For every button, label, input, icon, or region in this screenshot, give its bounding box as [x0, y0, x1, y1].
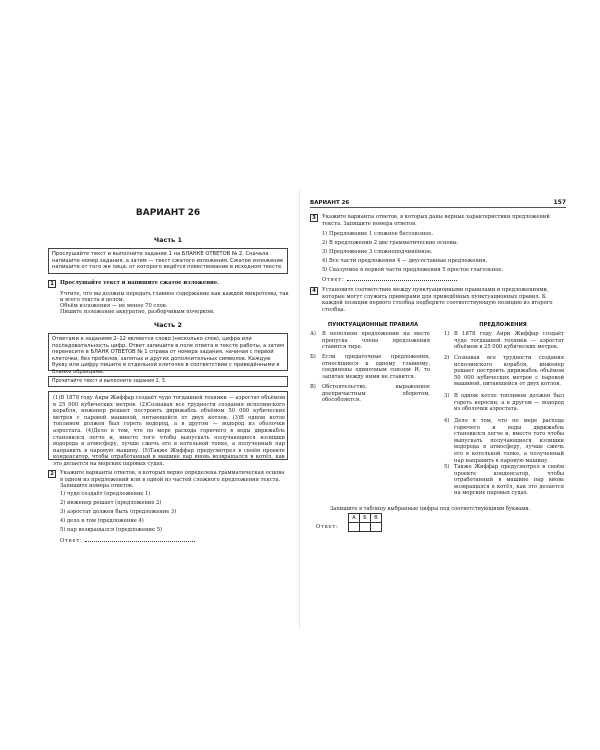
- task3-option: 2) В предложении 2 две грамматические основы.: [322, 240, 459, 246]
- rule-letter: А): [310, 331, 316, 337]
- sentence-text: Сознавая все трудности создания исполинского корабля, инженер решает построить дирижабль объёмом 50 000 кубических метров с паровой машиной, питающейся от двух котлов.: [454, 355, 564, 388]
- rule-letter: В): [310, 384, 316, 390]
- task3-option: 1) Предложение 1 сложное бессоюзное.: [322, 231, 434, 237]
- table-instruction: Запишите в таблицу выбранные цифры под соответствующими буквами.: [330, 506, 531, 512]
- answer-table-letter: А: [349, 514, 360, 523]
- task1-line: Объём изложения — не менее 70 слов.: [60, 303, 168, 309]
- rule-text: В неполном предложении на месте пропуска члена предложения ставится тире.: [322, 331, 430, 351]
- sentence-number: 1): [444, 331, 450, 337]
- task2-text: Укажите варианты ответов, в которых верно определена грамматическая основа в одном из предложений или в одной из частей сложного предложения текста. Запишите номера ответов.: [60, 470, 285, 490]
- task1-line: Пишите изложение аккуратно, разборчивым почерком.: [60, 309, 215, 315]
- sentence-number: 5): [444, 464, 450, 470]
- answer-cell[interactable]: [360, 523, 371, 532]
- task-number: 1: [48, 280, 56, 288]
- header-rule: [310, 207, 566, 208]
- sentence-number: 3): [444, 393, 450, 399]
- source-text: (1)В 1878 году Анри Жиффар создаёт чудо тогдашней техники — аэростат объёмом в 25 000 кубических метров. (2)Сознавая все трудности создания исполинского корабля, инженер решает построить дирижабль объёмом 50 000 кубических метров с паровой машиной, питающейся от двух котлов. (3)В одном котле топливом должен был гореть водород, а в другом — водород из оболочки аэростата. (4)Дело в том, что по мере расхода горючего в воды дирижабль становился легче и, вместо того чтобы выпускать получающиеся излишки водорода в атмосферу, лучше сжечь его в котельной топке, а полученный пар направить в паровую машину. (5)Также Жиффар предусмотрел в своём проекте конденсатор, чтобы отработанный в машине пар вновь возвращался в котёл, как это делается на морских паровых судах.: [53, 395, 285, 467]
- rule-letter: Б): [310, 354, 316, 360]
- read-instruction: Прочитайте текст и выполните задания 2, 3.: [52, 379, 167, 384]
- sentence-text: В одном котле топливом должен был гореть керосин, а в другом — водород из оболочки аэростата.: [454, 393, 564, 413]
- task2-option: 3) аэростат должен быть (предложение 3): [60, 509, 177, 515]
- task-number: 3: [310, 214, 318, 222]
- part2-instruction: Ответами к заданиям 2–12 являются слово (несколько слов), цифра или последовательность цифр. Ответ запишите в поле ответа в тексте работы, а затем перенесите в БЛАНК ОТВЕТОВ № 1 справа от номера задания, начиная с первой клеточки, без пробелов, запятых и других дополнительных символов. Каждую букву или цифру пишите в отдельной клеточке в соответствии с приведёнными в бланке образцами.: [52, 336, 284, 375]
- sentence-number: 2): [444, 355, 450, 361]
- task2-option: 5) пар возвращался (предложение 5): [60, 527, 163, 533]
- answer-label: Ответ:: [316, 524, 339, 530]
- answer-table: [348, 513, 382, 532]
- answer-field[interactable]: [85, 541, 195, 542]
- rule-text: Если придаточные предложения, относящиеся к одному главному, соединены одиночным союзом И, то запятая между ними не ставится.: [322, 354, 430, 380]
- answer-row: [60, 538, 195, 545]
- task2-option: 1) чудо создаёт (предложение 1): [60, 491, 151, 497]
- part2-title: Часть 2: [153, 321, 183, 329]
- part2-instruction-box: [48, 333, 288, 375]
- task1-line: и всего текста в целом.: [60, 297, 125, 303]
- task3-text: Укажите варианты ответов, в которых даны верные характеристики предложений текста. Запишите номера ответов.: [322, 214, 550, 227]
- rules-column-title: ПУНКТУАЦИОННЫЕ ПРАВИЛА: [327, 322, 419, 328]
- running-header: ВАРИАНТ 26: [310, 200, 350, 206]
- task-number: 2: [48, 470, 56, 478]
- page-number: 157: [553, 199, 566, 206]
- task-number: 4: [310, 287, 318, 295]
- sentence-number: 4): [444, 418, 450, 424]
- part1-title: Часть 1: [153, 236, 183, 244]
- task3-option: 3) Предложение 3 сложноподчинённое.: [322, 249, 433, 255]
- answer-label: Ответ:: [60, 538, 83, 544]
- answer-row: [322, 277, 457, 284]
- read-instruction-box: [48, 376, 288, 387]
- task2-option: 4) дело в том (предложение 4): [60, 518, 144, 524]
- answer-table-letter: Б: [360, 514, 371, 523]
- task2-option: 2) инженер решает (предложение 2): [60, 500, 162, 506]
- answer-table-letter: В: [371, 514, 382, 523]
- variant-title: ВАРИАНТ 26: [135, 208, 201, 218]
- answer-label: Ответ:: [322, 277, 345, 283]
- answer-table-header: [349, 514, 382, 523]
- part1-instruction: Прослушайте текст и выполните задание 1 на БЛАНКЕ ОТВЕТОВ № 2. Сначала напишите номер задания, а затем — текст сжатого изложения. Сжатое изложение напишите от того же лица, от которого ведётся повествование в исходном тексте.: [52, 251, 284, 271]
- answer-table-inputs: [349, 523, 382, 532]
- part1-instruction-box: [48, 248, 288, 274]
- page-fold: [299, 190, 300, 630]
- sentences-column-title: ПРЕДЛОЖЕНИЯ: [479, 322, 527, 328]
- task4-text: Установите соответствие между пунктуационными правилами и предложениями, которые могут служить примерами для приведённых пунктуационных правил. К каждой позиции первого столбца подберите соответствующую позицию из второго столбца.: [322, 287, 553, 313]
- answer-field[interactable]: [347, 280, 457, 281]
- source-text-box: [48, 391, 288, 467]
- task3-option: 5) Сказуемое в первой части предложения 5 простое глагольное.: [322, 267, 504, 273]
- sentence-text: В 1878 году Анри Жиффар создаёт чудо тогдашней техники — аэростат объёмом в 25 000 кубических метров.: [454, 331, 564, 351]
- sentence-text: Также Жиффар предусмотрел в своём проекте конденсатор, чтобы отработанный в машине пар вновь возвращался в котёл, как это делается на морских паровых судах.: [454, 464, 564, 497]
- task3-option: 4) Все части предложения 4 — двусоставные предложения.: [322, 258, 488, 264]
- rule-text: Обстоятельство, выраженное деепричастным оборотом, обособляется.: [322, 384, 430, 404]
- answer-cell[interactable]: [371, 523, 382, 532]
- answer-cell[interactable]: [349, 523, 360, 532]
- task1-title: Прослушайте текст и напишите сжатое изложение.: [60, 280, 219, 286]
- task1-line: Учтите, что вы должны передать главное содержание как каждой микротемы, так: [60, 291, 289, 297]
- sentence-text: Дело в том, что по мере расхода горючего и воды дирижабль становился легче и, вместо того чтобы выпускать получающиеся излишки водорода в атмосферу, лучше сжечь его в котельной топке, а полученный пар направить в паровую машину.: [454, 418, 564, 464]
